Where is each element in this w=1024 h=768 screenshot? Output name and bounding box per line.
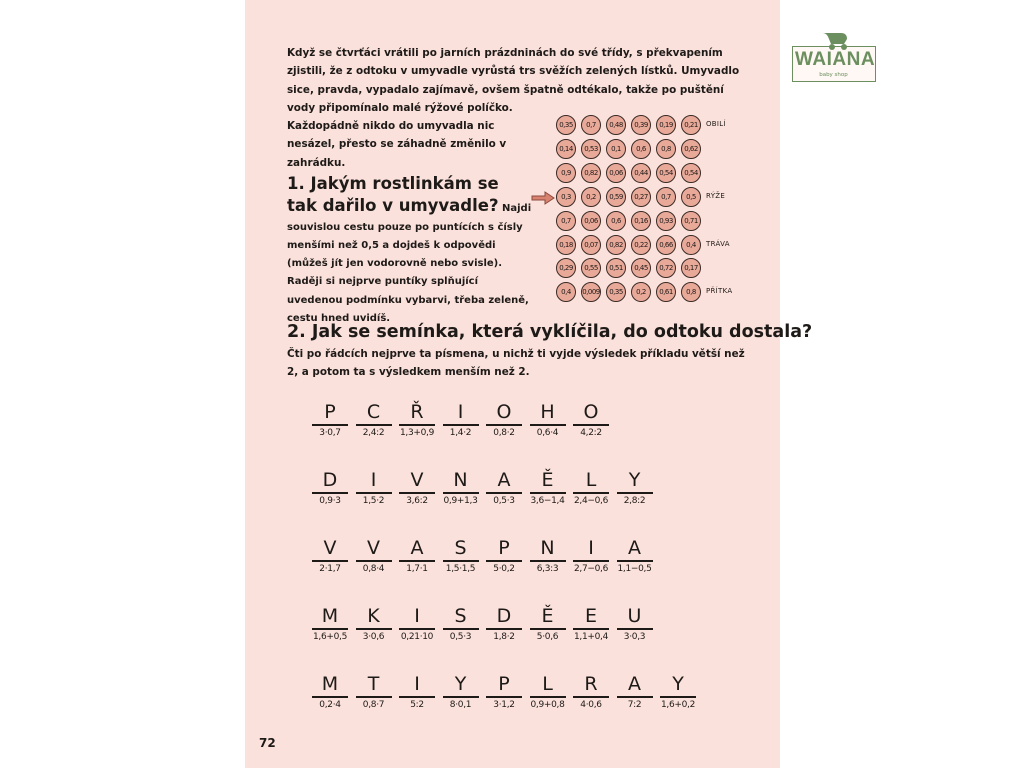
letter: Ě bbox=[541, 469, 554, 491]
grid-answer-label: PŘÍTKA bbox=[706, 287, 733, 296]
letter: D bbox=[496, 605, 512, 627]
expression: 0,2·4 bbox=[319, 700, 341, 710]
number-dot: 0,8 bbox=[681, 282, 701, 302]
number-dot: 0,27 bbox=[631, 187, 651, 207]
logo-sub: baby shop bbox=[819, 72, 848, 78]
intro-text bbox=[287, 44, 747, 172]
letter: R bbox=[584, 673, 598, 695]
letter: M bbox=[321, 605, 339, 627]
underline bbox=[573, 560, 609, 562]
letter: O bbox=[583, 401, 599, 423]
expression: 2·1,7 bbox=[319, 564, 341, 574]
underline bbox=[443, 560, 479, 562]
number-dot: 0,14 bbox=[556, 139, 576, 159]
number-dot: 0,93 bbox=[656, 211, 676, 231]
letter: Y bbox=[628, 469, 641, 491]
letter-cell bbox=[311, 469, 349, 506]
number-dot: 0,82 bbox=[581, 163, 601, 183]
letter-cell bbox=[529, 605, 567, 642]
task-1-text: Najdi souvislou cestu pouze po puntících s čísly menšími než 0,5 a dojdeš k odpovědi (můžeš jít jen vodorovně nebo svisle). Raději si nejprve puntíky splňující uvedenou podmínku vybarvi, třeba zeleně, cestu hned uvidíš. bbox=[287, 203, 532, 325]
letter: T bbox=[367, 673, 380, 695]
letter: H bbox=[540, 401, 555, 423]
underline bbox=[443, 628, 479, 630]
letter: Y bbox=[454, 673, 467, 695]
expression: 8·0,1 bbox=[449, 700, 472, 710]
letter-cell bbox=[442, 537, 480, 574]
letter-cell bbox=[572, 469, 610, 506]
underline bbox=[356, 560, 392, 562]
letter: I bbox=[370, 469, 377, 491]
number-dot: 0,18 bbox=[556, 235, 576, 255]
grid-answer-label: RÝŽE bbox=[706, 191, 726, 200]
expression: 1,8·2 bbox=[493, 632, 515, 642]
letter: V bbox=[367, 537, 380, 559]
number-dot: 0,009 bbox=[581, 282, 601, 302]
expression: 5·0,2 bbox=[493, 564, 515, 574]
number-dot: 0,4 bbox=[556, 282, 576, 302]
letter-cell bbox=[572, 605, 610, 642]
number-dot: 0,6 bbox=[606, 211, 626, 231]
number-dot: 0,59 bbox=[606, 187, 626, 207]
number-dot: 0,66 bbox=[656, 235, 676, 255]
underline bbox=[399, 424, 435, 426]
letter: D bbox=[322, 469, 338, 491]
letter-cell bbox=[398, 673, 436, 710]
underline bbox=[312, 628, 348, 630]
expression: 2,4:2 bbox=[362, 428, 385, 438]
number-dot: 0,22 bbox=[631, 235, 651, 255]
number-dot: 0,55 bbox=[581, 258, 601, 278]
underline bbox=[356, 424, 392, 426]
letter-cell bbox=[659, 673, 697, 710]
number-dot: 0,54 bbox=[681, 163, 701, 183]
number-dot: 0,35 bbox=[556, 115, 576, 135]
letter-cell bbox=[355, 469, 393, 506]
number-dot: 0,16 bbox=[631, 211, 651, 231]
letter: O bbox=[496, 401, 512, 423]
task-2-text: Čti po řádcích nejprve ta písmena, u nichž ti vyjde výsledek příkladu větší než 2, a potom ta s výsledkem menším než 2. bbox=[287, 348, 745, 378]
letter-cell bbox=[616, 673, 654, 710]
expression: 0,9·3 bbox=[319, 496, 341, 506]
underline bbox=[573, 424, 609, 426]
expression: 0,8·4 bbox=[362, 564, 385, 574]
letter-cell bbox=[485, 469, 523, 506]
expression: 0,5·3 bbox=[493, 496, 515, 506]
letter: I bbox=[457, 401, 464, 423]
letter-cell bbox=[398, 401, 436, 438]
number-dot: 0,4 bbox=[681, 235, 701, 255]
number-dot: 0,7 bbox=[656, 187, 676, 207]
expression: 1,1−0,5 bbox=[617, 564, 652, 574]
underline bbox=[399, 628, 435, 630]
letter-cell bbox=[485, 673, 523, 710]
letter-cell bbox=[572, 537, 610, 574]
letter: I bbox=[414, 605, 420, 627]
letter: S bbox=[454, 605, 467, 627]
number-dot: 0,61 bbox=[656, 282, 676, 302]
underline bbox=[356, 628, 392, 630]
expression: 1,6+0,5 bbox=[312, 632, 348, 642]
intro-paragraph-1: Když se čtvrťáci vrátili po jarních prázdninách do své třídy, s překvapením zjistili, že z odtoku v umyvadle vyrůstá trs svěžích zelených lístků. Umyvadlo sice, pravda, vypadalo zajímavě, ovšem špatně odtékalo, takže po puštění vody připomínalo malé rýžové políčko. bbox=[287, 47, 740, 114]
number-dot: 0,62 bbox=[681, 139, 701, 159]
letter: Y bbox=[672, 673, 684, 695]
letter-cell bbox=[616, 537, 654, 574]
number-dot: 0,2 bbox=[581, 187, 601, 207]
letter: M bbox=[321, 673, 339, 695]
underline bbox=[443, 696, 479, 698]
expression: 5·0,6 bbox=[536, 632, 559, 642]
underline bbox=[617, 696, 653, 698]
letter-cell bbox=[572, 401, 610, 438]
letter: Ř bbox=[410, 401, 424, 423]
letter: A bbox=[628, 673, 641, 695]
grid-answer-label: OBILÍ bbox=[706, 120, 726, 128]
expression: 1,3+0,9 bbox=[399, 428, 435, 438]
intro-paragraph-2: Každopádně nikdo do umyvadla nic nesázel, přesto se záhadně změnilo v zahrádku. bbox=[287, 120, 507, 169]
number-dot: 0,35 bbox=[606, 282, 626, 302]
expression: 0,8·7 bbox=[362, 700, 385, 710]
number-dot: 0,6 bbox=[631, 139, 651, 159]
expression: 3·0,7 bbox=[319, 428, 341, 438]
letter-cell bbox=[311, 605, 349, 642]
number-dot: 0,2 bbox=[631, 282, 651, 302]
letter: A bbox=[628, 537, 641, 559]
expression: 2,8:2 bbox=[623, 496, 646, 506]
expression: 1,4·2 bbox=[449, 428, 472, 438]
letter: N bbox=[453, 469, 468, 491]
number-dot: 0,29 bbox=[556, 258, 576, 278]
letter-cell bbox=[442, 605, 480, 642]
letter-cell bbox=[485, 401, 523, 438]
grid-answer-label: TRÁVA bbox=[706, 239, 730, 248]
expression: 1,5·1,5 bbox=[445, 564, 476, 574]
letter-cell bbox=[529, 673, 567, 710]
expression: 1,6+0,2 bbox=[660, 700, 696, 710]
letter: U bbox=[627, 605, 642, 627]
letter-cell bbox=[616, 469, 654, 506]
letter: N bbox=[540, 537, 555, 559]
number-dot: 0,54 bbox=[656, 163, 676, 183]
expression: 3·0,6 bbox=[362, 632, 385, 642]
number-dot: 0,5 bbox=[681, 187, 701, 207]
expression: 3,6:2 bbox=[406, 496, 428, 506]
expression: 0,9+0,8 bbox=[530, 700, 565, 710]
expression: 1,7·1 bbox=[406, 564, 428, 574]
underline bbox=[356, 696, 392, 698]
underline bbox=[312, 696, 348, 698]
page-number: 72 bbox=[259, 736, 276, 750]
number-dot: 0,44 bbox=[631, 163, 651, 183]
stroller-icon bbox=[817, 31, 853, 51]
task-2-title: 2. Jak se semínka, která vyklíčila, do odtoku dostala? bbox=[287, 322, 813, 342]
number-dot: 0,71 bbox=[681, 211, 701, 231]
number-dot: 0,3 bbox=[556, 187, 576, 207]
letter: V bbox=[323, 537, 337, 559]
expression: 0,9+1,3 bbox=[443, 496, 478, 506]
letter-cell bbox=[616, 605, 654, 642]
letter-cell bbox=[355, 401, 393, 438]
letter-cell bbox=[398, 469, 436, 506]
letter-cell bbox=[398, 605, 436, 642]
underline bbox=[399, 696, 435, 698]
number-dot: 0,7 bbox=[556, 211, 576, 231]
expression: 1,5·2 bbox=[362, 496, 385, 506]
number-dot: 0,39 bbox=[631, 115, 651, 135]
underline bbox=[573, 696, 609, 698]
letter: I bbox=[414, 673, 420, 695]
expression: 3·0,3 bbox=[623, 632, 646, 642]
expression: 0,21·10 bbox=[400, 632, 434, 642]
number-dot: 0,19 bbox=[656, 115, 676, 135]
number-dot: 0,72 bbox=[656, 258, 676, 278]
underline bbox=[486, 424, 522, 426]
underline bbox=[399, 560, 435, 562]
underline bbox=[573, 492, 609, 494]
letter: S bbox=[454, 537, 467, 559]
underline bbox=[312, 424, 348, 426]
underline bbox=[399, 492, 435, 494]
letter: I bbox=[588, 537, 594, 559]
expression: 4,2:2 bbox=[580, 428, 602, 438]
letter: C bbox=[366, 401, 381, 423]
letter: A bbox=[410, 537, 424, 559]
number-dot: 0,9 bbox=[556, 163, 576, 183]
letter-cell bbox=[355, 537, 393, 574]
number-dot: 0,21 bbox=[681, 115, 701, 135]
letter: P bbox=[498, 537, 510, 559]
number-dot: 0,51 bbox=[606, 258, 626, 278]
letter-cell bbox=[485, 537, 523, 574]
underline bbox=[617, 628, 653, 630]
underline bbox=[660, 696, 696, 698]
expression: 7:2 bbox=[627, 700, 642, 710]
letter: P bbox=[498, 673, 510, 695]
number-dot: 0,48 bbox=[606, 115, 626, 135]
letter: A bbox=[497, 469, 511, 491]
number-dot: 0,53 bbox=[581, 139, 601, 159]
underline bbox=[356, 492, 392, 494]
expression: 5:2 bbox=[410, 700, 424, 710]
letter-cell bbox=[529, 469, 567, 506]
letter-cell bbox=[311, 673, 349, 710]
underline bbox=[486, 492, 522, 494]
letter: V bbox=[410, 469, 424, 491]
underline bbox=[530, 492, 566, 494]
expression: 0,5·3 bbox=[449, 632, 472, 642]
task-1-title: 1. Jakým rostlinkám se tak dařilo v umyvadle? bbox=[287, 174, 499, 216]
number-dot: 0,17 bbox=[681, 258, 701, 278]
letter-cell bbox=[442, 469, 480, 506]
letter: L bbox=[542, 673, 553, 695]
underline bbox=[486, 696, 522, 698]
expression: 0,6·4 bbox=[536, 428, 559, 438]
letter-cell bbox=[355, 673, 393, 710]
expression: 3·1,2 bbox=[493, 700, 515, 710]
letter-cell bbox=[398, 537, 436, 574]
underline bbox=[573, 628, 609, 630]
letter: L bbox=[585, 469, 597, 491]
underline bbox=[617, 492, 653, 494]
number-dot: 0,1 bbox=[606, 139, 626, 159]
underline bbox=[312, 560, 348, 562]
expression: 0,8·2 bbox=[493, 428, 515, 438]
letter-cell bbox=[442, 673, 480, 710]
expression: 4·0,6 bbox=[580, 700, 602, 710]
underline bbox=[617, 560, 653, 562]
number-dot: 0,82 bbox=[606, 235, 626, 255]
number-dot: 0,45 bbox=[631, 258, 651, 278]
number-dot: 0,07 bbox=[581, 235, 601, 255]
letter-cell bbox=[529, 537, 567, 574]
number-dot: 0,8 bbox=[656, 139, 676, 159]
logo-name: WAIANA bbox=[795, 49, 876, 70]
letter-cell bbox=[529, 401, 567, 438]
underline bbox=[486, 560, 522, 562]
letter: Ě bbox=[541, 605, 554, 627]
underline bbox=[443, 424, 479, 426]
number-dot: 0,06 bbox=[606, 163, 626, 183]
letter-cell bbox=[485, 605, 523, 642]
expression: 2,4−0,6 bbox=[573, 496, 609, 506]
letter-cell bbox=[442, 401, 480, 438]
underline bbox=[530, 628, 566, 630]
number-dot: 0,06 bbox=[581, 211, 601, 231]
letter-cell bbox=[311, 401, 349, 438]
arrow-icon bbox=[531, 191, 555, 205]
expression: 3,6−1,4 bbox=[530, 496, 565, 506]
underline bbox=[530, 424, 566, 426]
task-1 bbox=[287, 174, 532, 328]
underline bbox=[530, 696, 566, 698]
expression: 1,1+0,4 bbox=[573, 632, 609, 642]
letter: K bbox=[367, 605, 380, 627]
expression: 2,7−0,6 bbox=[573, 564, 609, 574]
expression: 6,3:3 bbox=[536, 564, 559, 574]
underline bbox=[443, 492, 479, 494]
letter: E bbox=[584, 605, 597, 627]
number-dot: 0,7 bbox=[581, 115, 601, 135]
brand-logo bbox=[792, 46, 876, 82]
underline bbox=[530, 560, 566, 562]
letter-cell bbox=[572, 673, 610, 710]
underline bbox=[312, 492, 348, 494]
underline bbox=[486, 628, 522, 630]
letter-cell bbox=[355, 605, 393, 642]
letter-cell bbox=[311, 537, 349, 574]
letter: P bbox=[324, 401, 336, 423]
